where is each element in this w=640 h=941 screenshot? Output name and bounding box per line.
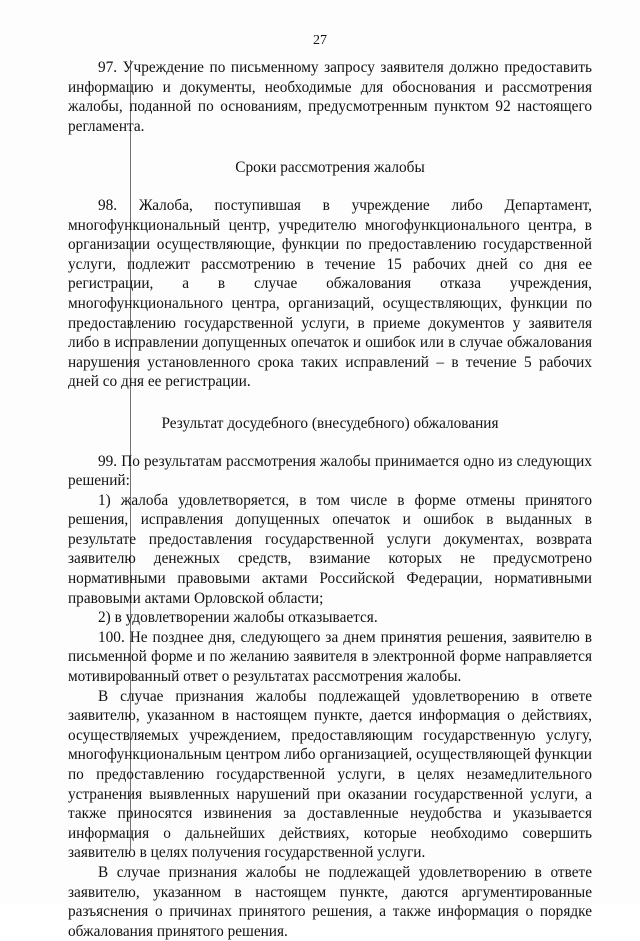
paragraph-100: 100. Не позднее дня, следующего за днем принятия решения, заявителю в письменной форме и по желанию заявителя в электронной форме направляется мотивированный ответ о результатах рассмотрения жалобы. xyxy=(68,628,592,686)
document-body xyxy=(68,58,592,941)
paragraph-satisfied-case: В случае признания жалобы подлежащей удовлетворению в ответе заявителю, указанном в настоящем пункте, дается информация о действиях, осуществляемых учреждением, предоставляющим государственную услугу, многофункциональным центром либо организацией, осуществляющей функции по предоставлению государственной услуги, в целях незамедлительного устранения выявленных нарушений при оказании государственной услуги, а также приносятся извинения за доставленные неудобства и указывается информация о дальнейших действиях, которые необходимо совершить заявителю в целях получения государственной услуги. xyxy=(68,687,592,862)
list-item-2: 2) в удовлетворении жалобы отказывается. xyxy=(98,609,378,627)
page-number: 27 xyxy=(313,33,327,48)
paragraph-rejected-case: В случае признания жалобы не подлежащей удовлетворению в ответе заявителю, указанном в настоящем пункте, даются аргументированные разъяснения о причинах принятого решения, а также информация о порядке обжалования принятого решения. xyxy=(68,863,592,940)
paragraph-97: 97. Учреждение по письменному запросу заявителя должно предоставить информацию и документы, необходимые для обоснования и рассмотрения жалобы, поданной по основаниям, предусмотренным пунктом 92 настоящего регламента. xyxy=(68,59,592,135)
list-item-1: 1) жалоба удовлетворяется, в том числе в форме отмены принятого решения, исправления допущенных опечаток и ошибок в выданных в результате предоставления государственной услуги документах, возврата заявителю денежных средств, взимание которых не предусмотрено нормативными правовыми актами Российской Федерации, нормативными правовыми актами Орловской области; xyxy=(68,491,592,607)
paragraph-98: 98. Жалоба, поступившая в учреждение либо Департамент, многофункциональный центр, учредителю многофункционального центра, в организации осуществляющие, функции по предоставлению государственной услуги, подлежит рассмотрению в течение 15 рабочих дней со дня ее регистрации, а в случае обжалования отказа учреждения, многофункционального центра, организаций, осуществляющих, функции по предоставлению государственной услуги, в приеме документов у заявителя либо в исправлении допущенных опечаток и ошибок или в случае обжалования нарушения установленного срока таких исправлений – в течение 5 рабочих дней со дня ее регистрации. xyxy=(68,196,592,391)
section-heading-appeal-result: Результат досудебного (внесудебного) обжалования xyxy=(161,414,499,432)
paragraph-99: 99. По результатам рассмотрения жалобы принимается одно из следующих решений: xyxy=(68,452,592,490)
section-heading-complaint-terms: Сроки рассмотрения жалобы xyxy=(235,159,425,177)
